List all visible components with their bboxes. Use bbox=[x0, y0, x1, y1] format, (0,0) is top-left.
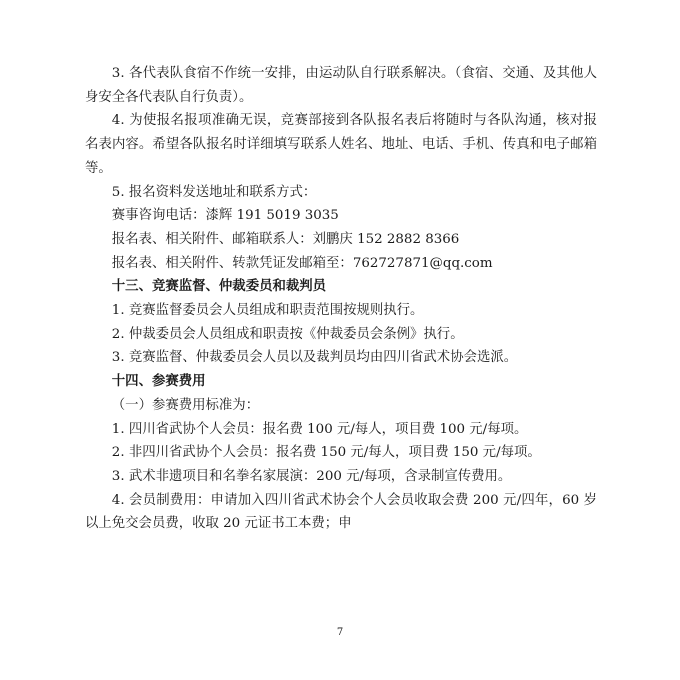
paragraph: 3. 竞赛监督、仲裁委员会人员以及裁判员均由四川省武术协会选派。 bbox=[111, 350, 518, 366]
paragraph: （一）参赛费用标准为： bbox=[111, 397, 260, 413]
page-number: 7 bbox=[336, 627, 344, 638]
paragraph: 赛事咨询电话：漆辉 191 5019 3035 bbox=[111, 208, 339, 224]
paragraph: 2. 非四川省武协个人会员：报名费 150 元/每人，项目费 150 元/每项。 bbox=[111, 445, 541, 461]
paragraph: 报名表、相关附件、转款凭证发邮箱至：762727871@qq.com bbox=[111, 255, 493, 271]
paragraph: 1. 竞赛监督委员会人员组成和职责范围按规则执行。 bbox=[111, 303, 424, 319]
section-heading: 十三、竞赛监督、仲裁委员和裁判员 bbox=[111, 278, 327, 295]
paragraph: 3. 武术非遗项目和名拳名家展演：200 元/每项，含录制宣传费用。 bbox=[111, 468, 512, 484]
paragraph: 5. 报名资料发送地址和联系方式： bbox=[111, 184, 317, 200]
paragraph: 3. 各代表队食宿不作统一安排，由运动队自行联系解决。（食宿、交通、及其他人身安全各代表队自行负责）。 bbox=[85, 66, 597, 105]
paragraph: 报名表、相关附件、邮箱联系人：刘鹏庆 152 2882 8366 bbox=[111, 231, 460, 247]
section-heading: 十四、参赛费用 bbox=[111, 373, 206, 390]
paragraph: 4. 为使报名报项准确无误，竞赛部接到各队报名表后将随时与各队沟通，核对报名表内容。希望各队报名时详细填写联系人姓名、地址、电话、手机、传真和电子邮箱等。 bbox=[85, 113, 597, 176]
paragraph: 2. 仲裁委员会人员组成和职责按《仲裁委员会条例》执行。 bbox=[111, 326, 464, 342]
document-body bbox=[85, 62, 597, 536]
paragraph: 4. 会员制费用：申请加入四川省武术协会个人会员收取会费 200 元/四年，60 岁以上免交会员费，收取 20 元证书工本费；申 bbox=[85, 492, 597, 532]
paragraph: 1. 四川省武协个人会员：报名费 100 元/每人，项目费 100 元/每项。 bbox=[111, 421, 528, 437]
